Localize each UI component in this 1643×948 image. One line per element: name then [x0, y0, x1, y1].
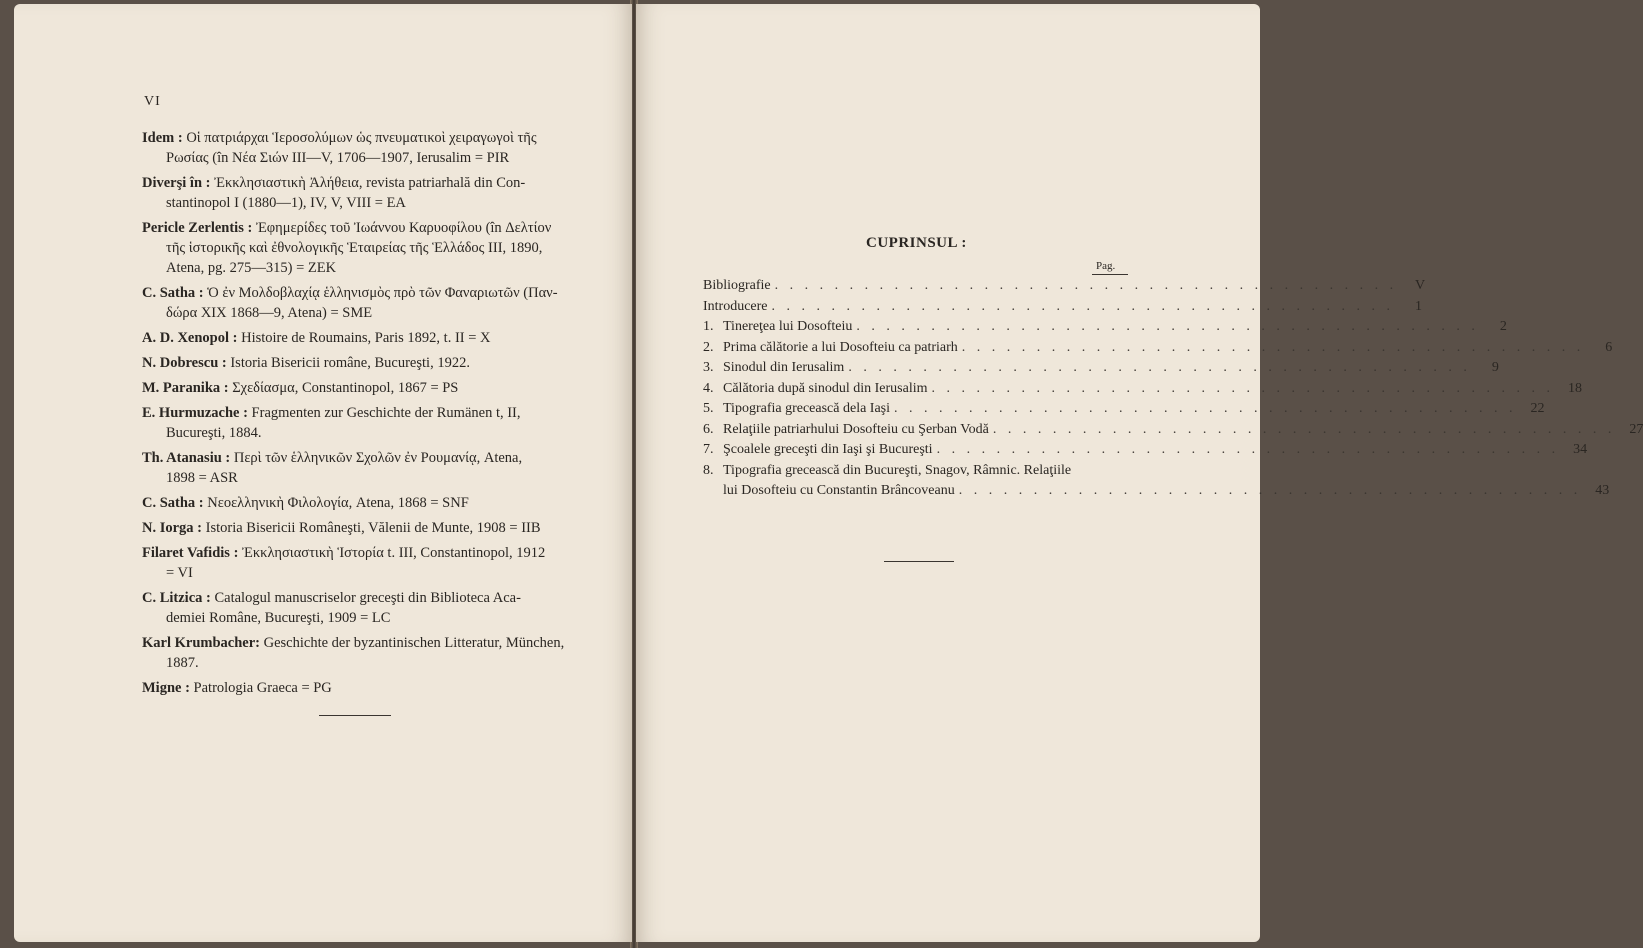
- toc-page: 6: [1605, 339, 1613, 355]
- bib-text: Ὁ ἐν Μολδοβλαχίᾳ ἑλληνισμὸς πρὸ τῶν Φαναριωτῶν (Παν-: [207, 285, 558, 301]
- toc-leader: . . . . . . . . . . . . . . . . . . . . . . . . . . . . . . . . . . . . . . . . . .: [771, 298, 1395, 314]
- bib-author: Karl Krumbacher:: [142, 635, 260, 651]
- bib-author: A. D. Xenopol :: [142, 330, 238, 346]
- bib-entry: [142, 518, 574, 538]
- bib-text: Ἐκκλησιαστικὴ Ἱστορία t. III, Constantinopol, 1912: [242, 545, 546, 561]
- bib-text: Ἐφημερίδες τοῦ Ἰωάννου Καρυοφίλου (în Δελτίον: [255, 220, 552, 236]
- toc-leader: . . . . . . . . . . . . . . . . . . . . . . . . . . . . . . . . . . . . . . . . . .: [848, 360, 1471, 375]
- bib-text: Fragmenten zur Geschichte der Rumänen t, II,: [251, 405, 521, 421]
- bib-author: Idem :: [142, 130, 183, 146]
- bib-text: Istoria Bisericii Româneşti, Vălenii de Munte, 1908 = IIB: [205, 520, 541, 536]
- bib-entry: [142, 678, 574, 698]
- bib-entry: [142, 448, 574, 488]
- bib-author: Migne :: [142, 680, 190, 696]
- bib-entry: [142, 633, 574, 673]
- toc-item: [703, 421, 1643, 443]
- bib-text: Bucureşti, 1884.: [166, 425, 262, 441]
- toc-item: [703, 463, 1133, 483]
- toc-item: [703, 339, 1613, 361]
- toc-page: 9: [1491, 360, 1499, 375]
- bib-entry: [142, 543, 574, 583]
- bib-author: C. Satha :: [142, 285, 204, 301]
- toc-label: lui Dosofteiu cu Constantin Brâncoveanu: [723, 482, 955, 498]
- bib-entry: [142, 353, 574, 373]
- toc-page: 2: [1499, 319, 1507, 334]
- right-page: [636, 4, 1643, 942]
- page-number: VI: [144, 94, 161, 109]
- toc-page: 34: [1573, 442, 1588, 457]
- toc-label: Introducere: [703, 298, 768, 314]
- toc-page: 27: [1629, 421, 1643, 437]
- bib-entry: [142, 128, 574, 168]
- toc-label: 2. Prima călătorie a lui Dosofteiu ca patriarh: [703, 339, 958, 355]
- bib-author: Diverşi în :: [142, 175, 211, 191]
- toc-page: 22: [1530, 401, 1545, 416]
- toc-label: Bibliografie: [703, 278, 771, 293]
- bib-text: Histoire de Roumains, Paris 1892, t. II = X: [241, 330, 491, 346]
- toc-label: 4. Călătoria după sinodul din Ierusalim: [703, 380, 928, 396]
- bibliography-list: [142, 128, 574, 703]
- toc-leader: . . . . . . . . . . . . . . . . . . . . . . . . . . . . . . . . . . . . . . . . . .: [894, 401, 1517, 416]
- toc-label: Tipografia grecească din Bucureşti, Snagov, Râmnic. Relaţiile: [723, 462, 1072, 478]
- toc-number: 8.: [703, 462, 714, 478]
- bib-author: Pericle Zerlentis :: [142, 220, 253, 236]
- toc-label: 1. Tinereţea lui Dosofteiu: [703, 319, 853, 334]
- bib-text: Οἱ πατριάρχαι Ἱεροσολύμων ὡς πνευματικοὶ χειραγωγοὶ τῆς: [186, 130, 537, 146]
- bib-author: E. Hurmuzache :: [142, 405, 248, 421]
- toc-leader: . . . . . . . . . . . . . . . . . . . . . . . . . . . . . . . . . . . . . . . . . .: [958, 482, 1582, 498]
- bib-author: N. Iorga :: [142, 520, 203, 536]
- bib-text: Catalogul manuscriselor greceşti din Biblioteca Aca-: [214, 590, 521, 606]
- bib-text: Νεοελληνικὴ Φιλολογία, Atena, 1868 = SNF: [207, 495, 469, 511]
- bib-entry: [142, 378, 574, 398]
- bib-entry: [142, 328, 574, 348]
- bib-author: C. Litzica :: [142, 590, 211, 606]
- toc-item: [703, 401, 1545, 422]
- toc-leader: . . . . . . . . . . . . . . . . . . . . . . . . . . . . . . . . . . . . . . . . . .: [931, 380, 1555, 396]
- bib-text: δώρα XIX 1868—9, Atena) = SME: [166, 305, 373, 321]
- toc-label: 5. Tipografia grecească dela Iaşi: [703, 401, 891, 416]
- bib-entry: [142, 403, 574, 443]
- bib-author: M. Paranika :: [142, 380, 229, 396]
- toc-page: 1: [1415, 298, 1423, 314]
- bib-text: = VI: [166, 565, 193, 581]
- bib-text: Atena, pg. 275—315) = ZEK: [166, 260, 337, 276]
- bib-text: Ἐκκλησιαστικὴ Ἀλήθεια, revista patriarhală din Con-: [214, 175, 526, 191]
- bib-text: τῆς ἱστορικῆς καὶ ἐθνολογικῆς Ἑταιρείας τῆς Ἑλλάδος III, 1890,: [166, 240, 543, 256]
- left-page: [14, 4, 632, 942]
- toc-leader: . . . . . . . . . . . . . . . . . . . . . . . . . . . . . . . . . . . . . . . . . .: [936, 442, 1560, 457]
- bib-author: Filaret Vafidis :: [142, 545, 239, 561]
- bib-text: Istoria Bisericii române, Bucureşti, 1922.: [230, 355, 470, 371]
- table-of-contents: [703, 278, 1643, 503]
- bib-author: N. Dobrescu :: [142, 355, 227, 371]
- toc-label: 3. Sinodul din Ierusalim: [703, 360, 845, 375]
- bib-text: Patrologia Graeca = PG: [193, 680, 332, 696]
- bib-text: demiei Române, Bucureşti, 1909 = LC: [166, 610, 391, 626]
- toc-leader: . . . . . . . . . . . . . . . . . . . . . . . . . . . . . . . . . . . . . . . . . .: [856, 319, 1479, 334]
- bib-text: Geschichte der byzantinischen Litteratur, München,: [263, 635, 565, 651]
- bib-entry: [142, 283, 574, 323]
- bib-author: C. Satha :: [142, 495, 204, 511]
- toc-item: [703, 360, 1499, 381]
- toc-page: 43: [1595, 482, 1610, 498]
- pag-label: Pag.: [1096, 260, 1116, 272]
- pag-underline: [1092, 274, 1128, 275]
- bib-entry: [142, 173, 574, 213]
- divider-rule: [884, 561, 954, 562]
- toc-label: 6. Relaţiile patriarhului Dosofteiu cu Şerban Vodă: [703, 421, 989, 437]
- toc-item: [703, 442, 1588, 463]
- bib-entry: [142, 493, 574, 513]
- bib-text: 1898 = ASR: [166, 470, 238, 486]
- toc-item-continuation: [703, 482, 1610, 504]
- toc-item: [703, 298, 1423, 320]
- bib-entry: [142, 218, 574, 278]
- bib-text: 1887.: [166, 655, 199, 671]
- toc-leader: . . . . . . . . . . . . . . . . . . . . . . . . . . . . . . . . . . . . . . . . . .: [774, 278, 1398, 293]
- toc-item: [703, 319, 1507, 340]
- bib-entry: [142, 588, 574, 628]
- toc-item: [703, 278, 1426, 299]
- bib-text: Σχεδίασμα, Constantinopol, 1867 = PS: [232, 380, 459, 396]
- bib-author: Th. Atanasiu :: [142, 450, 231, 466]
- toc-leader: . . . . . . . . . . . . . . . . . . . . . . . . . . . . . . . . . . . . . . . . . .: [961, 339, 1585, 355]
- toc-label: 7. Şcoalele greceşti din Iaşi şi Bucureşti: [703, 442, 933, 457]
- bib-text: Ρωσίας (în Νέα Σιών III—V, 1706—1907, Ierusalim = PIR: [166, 150, 510, 166]
- toc-page: 18: [1568, 380, 1583, 396]
- toc-page: V: [1415, 278, 1426, 293]
- divider-rule: [319, 715, 391, 716]
- toc-title: CUPRINSUL :: [866, 235, 967, 251]
- bib-text: Περὶ τῶν ἑλληνικῶν Σχολῶν ἐν Ρουμανίᾳ, Atena,: [233, 450, 523, 466]
- bib-text: stantinopol I (1880—1), IV, V, VIII = EA: [166, 195, 406, 211]
- toc-item: [703, 380, 1583, 402]
- toc-leader: . . . . . . . . . . . . . . . . . . . . . . . . . . . . . . . . . . . . . . . . . .: [992, 421, 1616, 437]
